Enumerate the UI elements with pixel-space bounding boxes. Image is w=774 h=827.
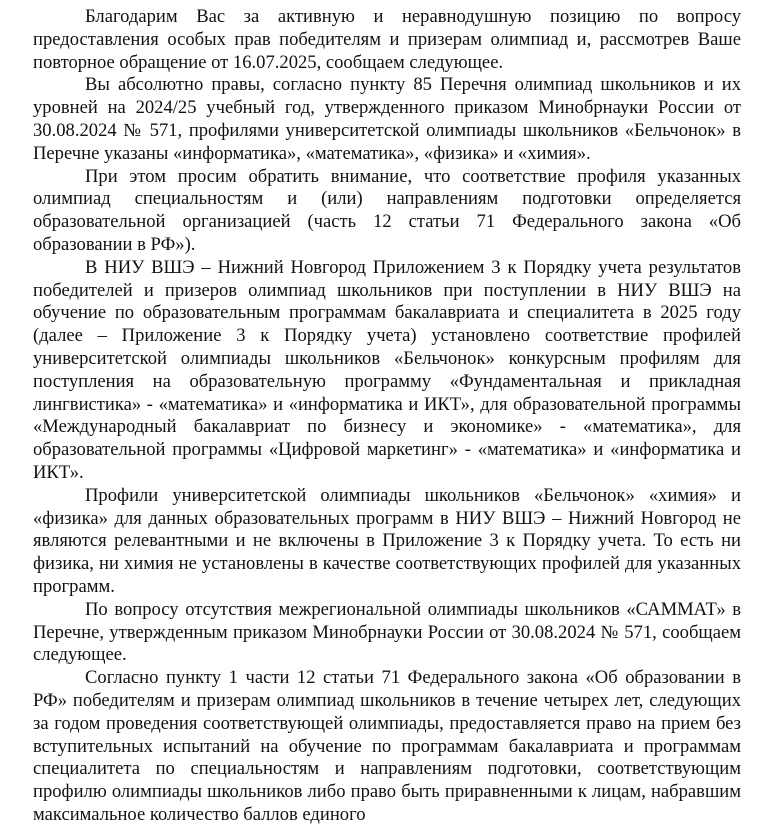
paragraph-chemistry-physics: Профили университетской олимпиады школьников «Бельчонок» «химия» и «физика» для данных образовательных программ в НИУ ВШЭ – Нижний Новгород не являются релевантными и не включены в Приложение 3 к Порядку учета. То есть ни физика, ни химия не установлены в качестве соответствующих профилей для указанных программ. bbox=[33, 484, 741, 597]
paragraph-gratitude: Благодарим Вас за активную и неравнодушную позицию по вопросу предоставления особых прав победителям и призерам олимпиад и, рассмотрев Ваше повторное обращение от 16.07.2025, сообщаем следующее. bbox=[33, 6, 741, 73]
paragraph-hse-appendix: В НИУ ВШЭ – Нижний Новгород Приложением 3 к Порядку учета результатов победителей и призеров олимпиад школьников при поступлении в НИУ ВШЭ на обучение по образовательным программам бакалавриата и специалитета в 2025 году (далее – Приложение 3 к Порядку учета) установлено соответствие профилей университетской олимпиады школьников «Бельчонок» конкурсным профилям для поступления на образовательную программу «Фундаментальная и прикладная лингвистика» - «математика» и «информатика и ИКТ», для образовательной программы «Международный бакалавриат по бизнесу и экономике» - «математика», для образовательной программы «Цифровой маркетинг» - «математика» и «информатика и ИКТ». bbox=[33, 256, 741, 483]
paragraph-sammat: По вопросу отсутствия межрегиональной олимпиады школьников «САММАТ» в Перечне, утвержденным приказом Минобрнауки России от 30.08.2024 № 571, сообщаем следующее. bbox=[33, 598, 741, 666]
paragraph-profile-correspondence: При этом просим обратить внимание, что соответствие профиля указанных олимпиад специальностям и (или) направлениям подготовки определяется образовательной организацией (часть 12 статьи 71 Федерального закона «Об образовании в РФ»). bbox=[33, 165, 741, 255]
paragraph-federal-law: Согласно пункту 1 части 12 статьи 71 Федерального закона «Об образовании в РФ» победителям и призерам олимпиад школьников в течение четырех лет, следующих за годом проведения соответствующей олимпиады, предоставляется право на прием без вступительных испытаний на обучение по программам бакалавриата и программам специалитета по специальностям и направлениям подготовки, соответствующим профилю олимпиады школьников либо право быть приравненными к лицам, набравшим максимальное количество баллов единого bbox=[33, 667, 741, 825]
paragraph-olympiad-profiles: Вы абсолютно правы, согласно пункту 85 Перечня олимпиад школьников и их уровней на 2024/25 учебный год, утвержденного приказом Минобрнауки России от 30.08.2024 № 571, профилями университетской олимпиады школьников «Бельчонок» в Перечне указаны «информатика», «математика», «физика» и «химия». bbox=[33, 74, 741, 164]
